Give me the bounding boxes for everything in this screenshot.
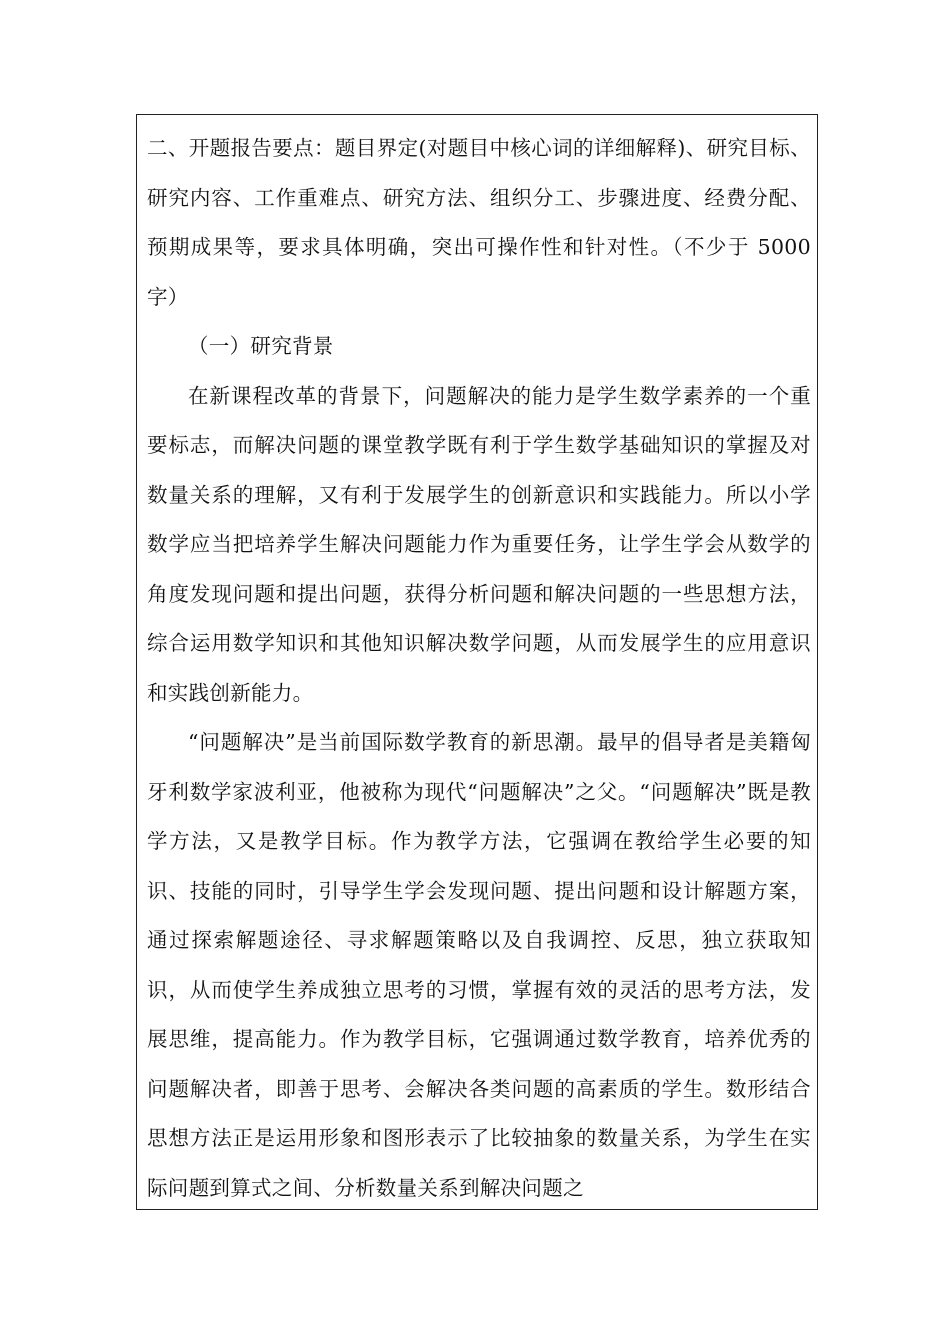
report-table-cell (136, 114, 818, 1210)
document-body (147, 124, 811, 1210)
body-paragraph-1: 在新课程改革的背景下，问题解决的能力是学生数学素养的一个重要标志，而解决问题的课堂教学既有利于学生数学基础知识的掌握及对数量关系的理解，又有利于发展学生的创新意识和实践能力。所以小学数学应当把培养学生解决问题能力作为重要任务，让学生学会从数学的角度发现问题和提出问题，获得分析问题和解决问题的一些思想方法，综合运用数学知识和其他知识解决数学问题，从而发展学生的应用意识和实践创新能力。 (147, 383, 811, 705)
section-heading: （一）研究背景 (188, 334, 334, 358)
intro-paragraph: 二、开题报告要点：题目界定(对题目中核心词的详细解释)、研究目标、研究内容、工作重难点、研究方法、组织分工、步骤进度、经费分配、预期成果等，要求具体明确，突出可操作性和针对性。（不少于 5000 字） (147, 136, 811, 309)
body-paragraph-2: “问题解决”是当前国际数学教育的新思潮。最早的倡导者是美籍匈牙利数学家波利亚，他被称为现代“问题解决”之父。“问题解决”既是教学方法，又是教学目标。作为教学方法，它强调在教给学生必要的知识、技能的同时，引导学生学会发现问题、提出问题和设计解题方案，通过探索解题途径、寻求解题策略以及自我调控、反思，独立获取知识，从而使学生养成独立思考的习惯，掌握有效的灵活的思考方法，发展思维，提高能力。作为教学目标，它强调通过数学教育，培养优秀的问题解决者，即善于思考、会解决各类问题的高素质的学生。数形结合思想方法正是运用形象和图形表示了比较抽象的数量关系，为学生在实际问题到算式之间、分析数量关系到解决问题之 (147, 730, 811, 1200)
